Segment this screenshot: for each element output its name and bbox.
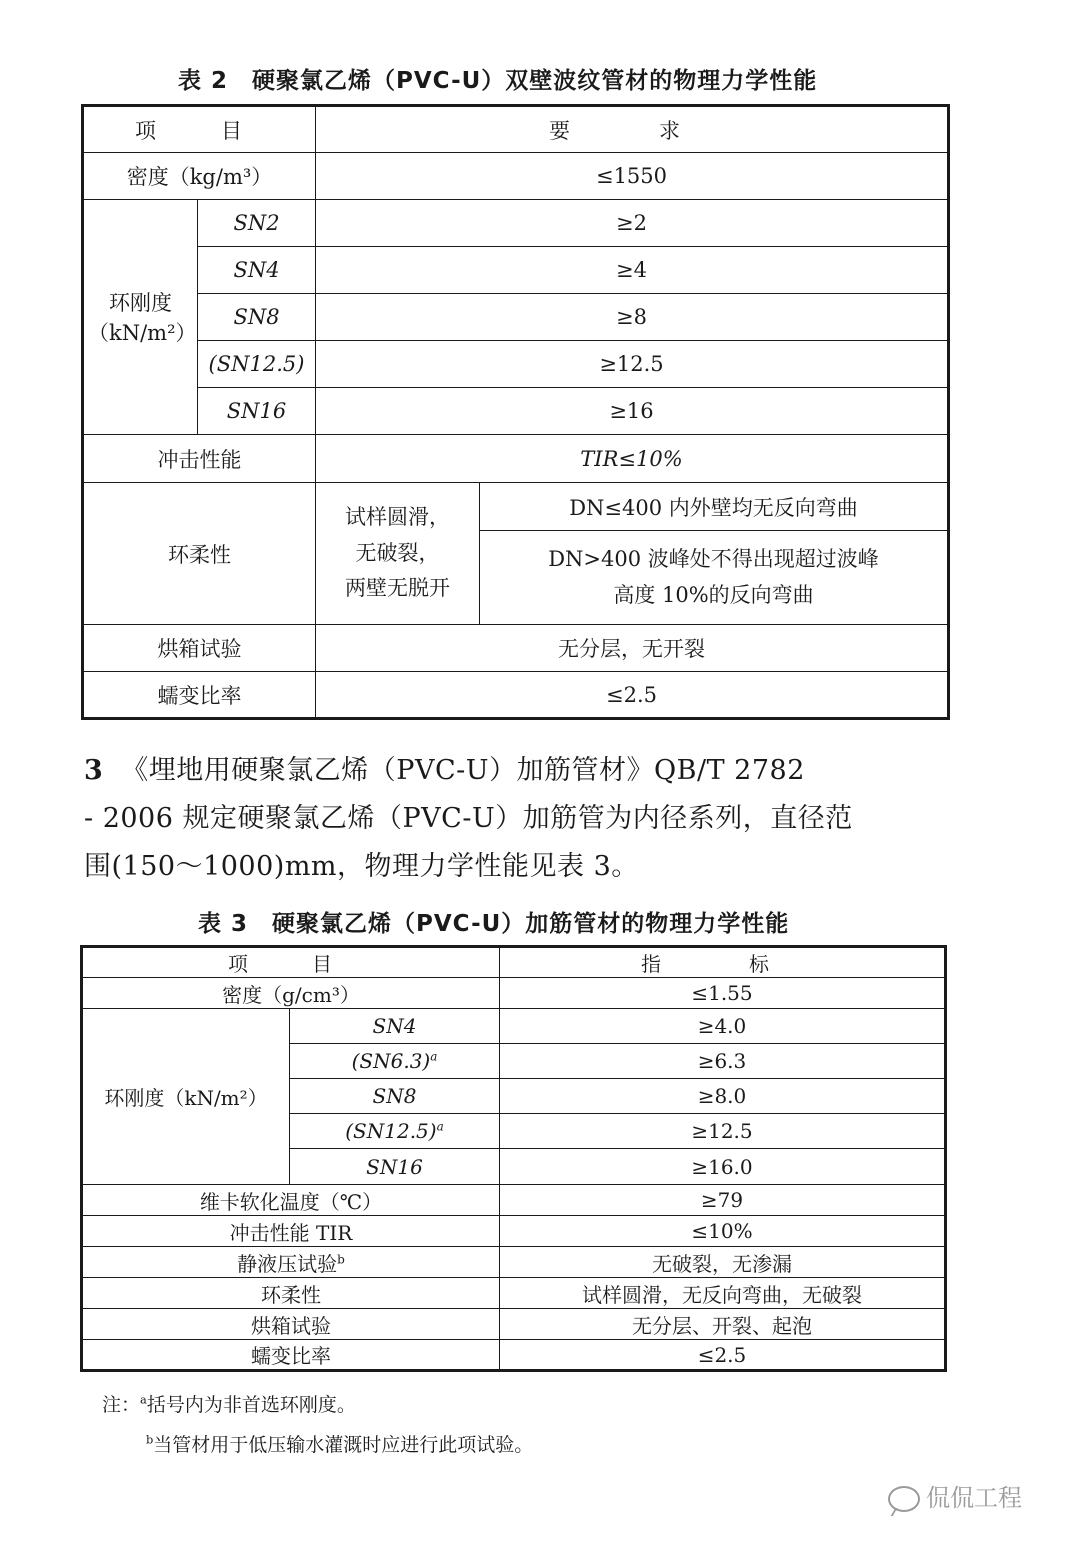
table2-row-creep: [83, 672, 949, 719]
table3-impact-label: 冲击性能 TIR: [82, 1216, 500, 1247]
table3-hydrostatic-label: 静液压试验$^b$: [82, 1247, 500, 1278]
note-b: $^b$当管材用于低压输水灌溉时应进行此项试验。: [146, 1432, 534, 1456]
table2-row-ring-stiffness: [83, 200, 949, 247]
table2-flexibility-middle: 试样圆滑， 无破裂， 两壁无脱开: [316, 483, 480, 625]
table3-density-value: ≤1.55: [500, 978, 946, 1009]
table3-vicat-value: ≥79: [500, 1185, 946, 1216]
table2-sn-grade: (SN12.5): [198, 341, 316, 388]
table3-hydrostatic-value: 无破裂，无渗漏: [500, 1247, 946, 1278]
table2-sn-value: ≥8: [316, 294, 949, 341]
table3-vicat-label: 维卡软化温度（℃）: [82, 1185, 500, 1216]
table3-creep-value: ≤2.5: [500, 1340, 946, 1371]
table2-density-value: ≤1550: [316, 153, 949, 200]
watermark: [888, 1478, 1022, 1513]
table2-row-ring-stiffness: [83, 341, 949, 388]
table3-header-item: 项 目: [82, 947, 500, 978]
wechat-icon: [888, 1486, 920, 1512]
table2-flexibility-cond1: DN≤400 内外壁均无反向弯曲: [480, 483, 949, 531]
table2-flexibility-label: 环柔性: [83, 483, 316, 625]
table2-sn-value: ≥12.5: [316, 341, 949, 388]
table3-sn-value: ≥16.0: [500, 1149, 946, 1185]
table2-row-ring-stiffness: [83, 294, 949, 341]
table3-sn-value: ≥12.5: [500, 1114, 946, 1149]
table3-sn-grade: SN16: [290, 1149, 500, 1185]
paragraph-number: 3: [84, 755, 104, 786]
table3-row-flexibility: [82, 1278, 946, 1309]
table3-sn-value: ≥6.3: [500, 1044, 946, 1079]
table2-sn-value: ≥16: [316, 388, 949, 435]
table3-ring-stiffness-label: 环刚度（kN/m²）: [82, 1009, 290, 1185]
table2-creep-value: ≤2.5: [316, 672, 949, 719]
note-a: 注：$^a$括号内为非首选环刚度。: [102, 1392, 356, 1416]
table2-flexibility-cond2: DN>400 波峰处不得出现超过波峰 高度 10%的反向弯曲: [480, 531, 949, 625]
table3-row-density: [82, 978, 946, 1009]
table3-sn-grade: SN4: [290, 1009, 500, 1044]
table2-sn-grade: SN4: [198, 247, 316, 294]
table2-oven-label: 烘箱试验: [83, 625, 316, 672]
table3-row-ring-stiffness: [82, 1009, 946, 1044]
table3-sn-value: ≥8.0: [500, 1079, 946, 1114]
table3-flexibility-value: 试样圆滑，无反向弯曲，无破裂: [500, 1278, 946, 1309]
table2-row-ring-stiffness: [83, 247, 949, 294]
table3-sn-grade: SN8: [290, 1079, 500, 1114]
table3-impact-value: ≤10%: [500, 1216, 946, 1247]
table2-row-density: [83, 153, 949, 200]
table3-flexibility-label: 环柔性: [82, 1278, 500, 1309]
table3-row-vicat: [82, 1185, 946, 1216]
table2-impact-value: TIR≤10%: [316, 435, 949, 483]
table3-row-oven: [82, 1309, 946, 1340]
paragraph-line1: 3 《埋地用硬聚氯乙烯（PVC-U）加筋管材》QB/T 2782: [84, 755, 805, 786]
table2-sn-value: ≥4: [316, 247, 949, 294]
table3-sn-grade: $(SN6.3)^a$: [290, 1044, 500, 1079]
table3-header-index: 指 标: [500, 947, 946, 978]
table2-sn-grade: SN2: [198, 200, 316, 247]
table3-oven-value: 无分层、开裂、起泡: [500, 1309, 946, 1340]
table3-row-impact: [82, 1216, 946, 1247]
table2-impact-label: 冲击性能: [83, 435, 316, 483]
table2-row-oven: [83, 625, 949, 672]
table2-header-requirement: 要 求: [316, 106, 949, 153]
paragraph-line2: - 2006 规定硬聚氯乙烯（PVC-U）加筋管为内径系列，直径范: [84, 803, 853, 834]
table2-sn-grade: SN8: [198, 294, 316, 341]
table3-sn-grade: $(SN12.5)^a$: [290, 1114, 500, 1149]
note-prefix: 注：: [102, 1394, 141, 1416]
table2-row-flexibility: [83, 483, 949, 531]
table2-ring-stiffness-label: 环刚度 （kN/m²）: [83, 200, 198, 435]
table3: [80, 945, 947, 1372]
table3-sn-value: ≥4.0: [500, 1009, 946, 1044]
table2-header-row: [83, 106, 949, 153]
table2-creep-label: 蠕变比率: [83, 672, 316, 719]
table3-row-creep: [82, 1340, 946, 1371]
table2-sn-value: ≥2: [316, 200, 949, 247]
table2-row-impact: [83, 435, 949, 483]
table3-oven-label: 烘箱试验: [82, 1309, 500, 1340]
table2-header-item: 项 目: [83, 106, 316, 153]
table2-row-ring-stiffness: [83, 388, 949, 435]
table2-caption: 表 2 硬聚氯乙烯（PVC-U）双壁波纹管材的物理力学性能: [178, 68, 818, 94]
table3-row-hydrostatic: [82, 1247, 946, 1278]
paragraph-line3: 围(150～1000)mm，物理力学性能见表 3。: [84, 851, 639, 882]
table3-density-label: 密度（g/cm³）: [82, 978, 500, 1009]
table3-caption: 表 3 硬聚氯乙烯（PVC-U）加筋管材的物理力学性能: [198, 911, 790, 937]
table2-oven-value: 无分层，无开裂: [316, 625, 949, 672]
table2-sn-grade: SN16: [198, 388, 316, 435]
watermark-text: 侃侃工程: [926, 1484, 1022, 1512]
table3-header-row: [82, 947, 946, 978]
table2: [81, 104, 950, 720]
table3-creep-label: 蠕变比率: [82, 1340, 500, 1371]
table2-density-label: 密度（kg/m³）: [83, 153, 316, 200]
